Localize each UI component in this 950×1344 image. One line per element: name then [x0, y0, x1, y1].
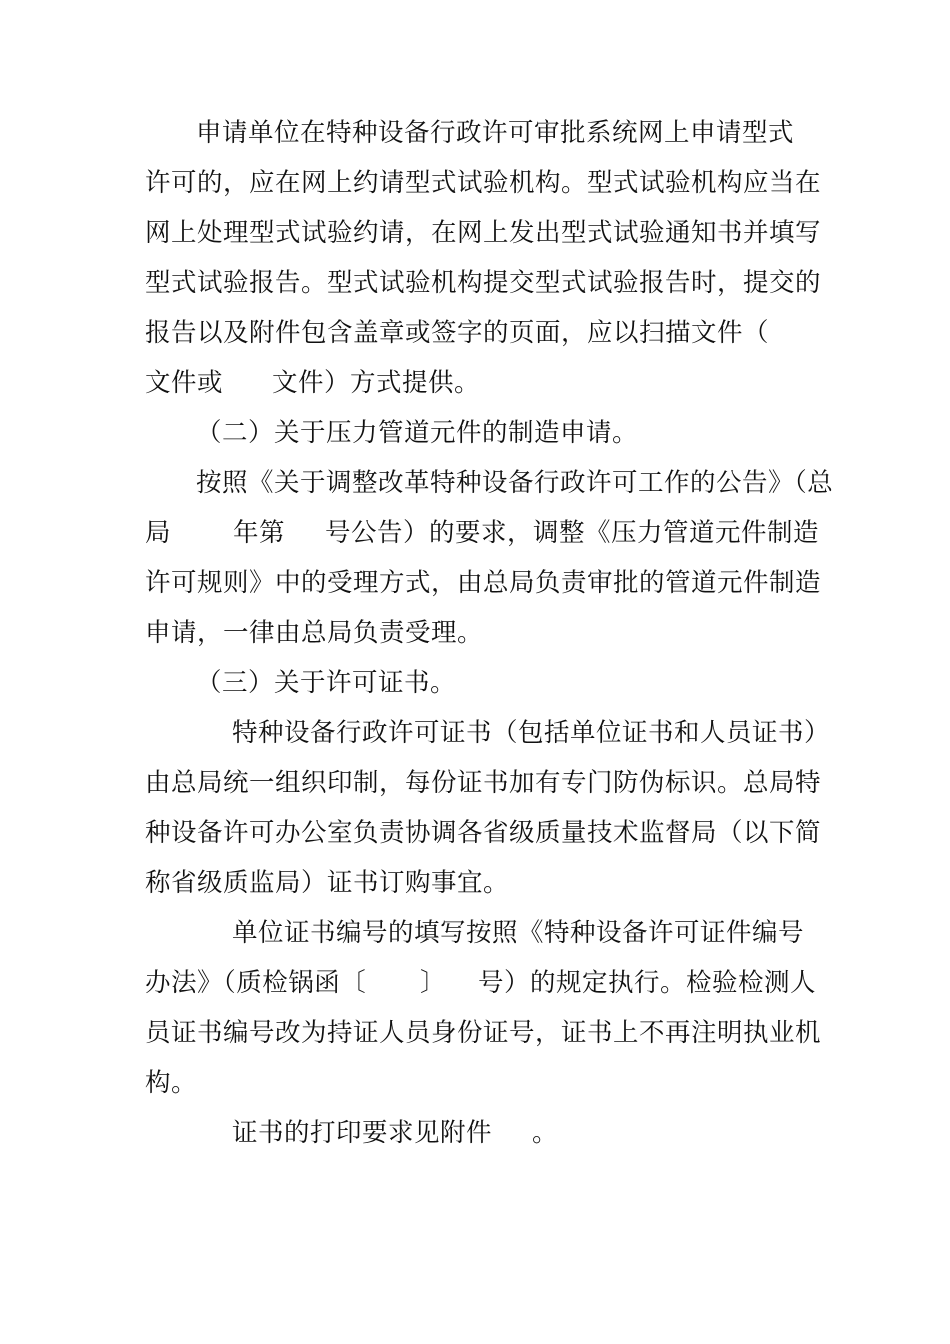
- paragraph-4-line-2a: 办法》（质检锅函〔: [145, 968, 367, 998]
- paragraph-1-line-1: 申请单位在特种设备行政许可审批系统网上申请型式: [196, 118, 795, 148]
- paragraph-4-line-1: 单位证书编号的填写按照《特种设备许可证件编号: [232, 918, 805, 948]
- section-heading-3: （三）关于许可证书。: [196, 668, 457, 698]
- paragraph-1-line-5: 报告以及附件包含盖章或签字的页面，应以扫描文件（: [145, 318, 770, 348]
- paragraph-1-line-6a: 文件或: [145, 368, 224, 398]
- paragraph-4-line-2c: 号）的规定执行。检验检测人: [478, 968, 817, 998]
- paragraph-5-line-1b: 。: [532, 1118, 559, 1148]
- paragraph-1-line-2: 许可的，应在网上约请型式试验机构。型式试验机构应当在: [145, 168, 822, 198]
- paragraph-3-line-1: 特种设备行政许可证书（包括单位证书和人员证书）: [232, 718, 831, 748]
- paragraph-3-line-2: 由总局统一组织印制，每份证书加有专门防伪标识。总局特: [145, 768, 822, 798]
- paragraph-2-line-2b: 年第: [233, 518, 286, 548]
- paragraph-1-line-6b: 文件）方式提供。: [272, 368, 481, 398]
- paragraph-3-line-3: 种设备许可办公室负责协调各省级质量技术监督局（以下简: [145, 818, 822, 848]
- paragraph-2-line-3: 许可规则》中的受理方式，由总局负责审批的管道元件制造: [145, 568, 822, 598]
- paragraph-4-line-4: 构。: [145, 1068, 198, 1098]
- section-heading-2: （二）关于压力管道元件的制造申请。: [196, 418, 639, 448]
- paragraph-4-line-3: 员证书编号改为持证人员身份证号，证书上不再注明执业机: [145, 1018, 822, 1048]
- paragraph-4-line-2b: 〕: [420, 968, 447, 998]
- paragraph-2-line-4: 申请，一律由总局负责受理。: [145, 618, 484, 648]
- paragraph-3-line-4: 称省级质监局）证书订购事宜。: [145, 868, 510, 898]
- paragraph-2-line-2a: 局: [145, 518, 172, 548]
- paragraph-2-line-1: 按照《关于调整改革特种设备行政许可工作的公告》（总: [196, 468, 834, 498]
- paragraph-1-line-3: 网上处理型式试验约请，在网上发出型式试验通知书并填写: [145, 218, 822, 248]
- paragraph-2-line-2c: 号公告）的要求，调整《压力管道元件制造: [325, 518, 820, 548]
- paragraph-1-line-4: 型式试验报告。型式试验机构提交型式试验报告时，提交的: [145, 268, 822, 298]
- paragraph-5-line-1a: 证书的打印要求见附件: [232, 1118, 493, 1148]
